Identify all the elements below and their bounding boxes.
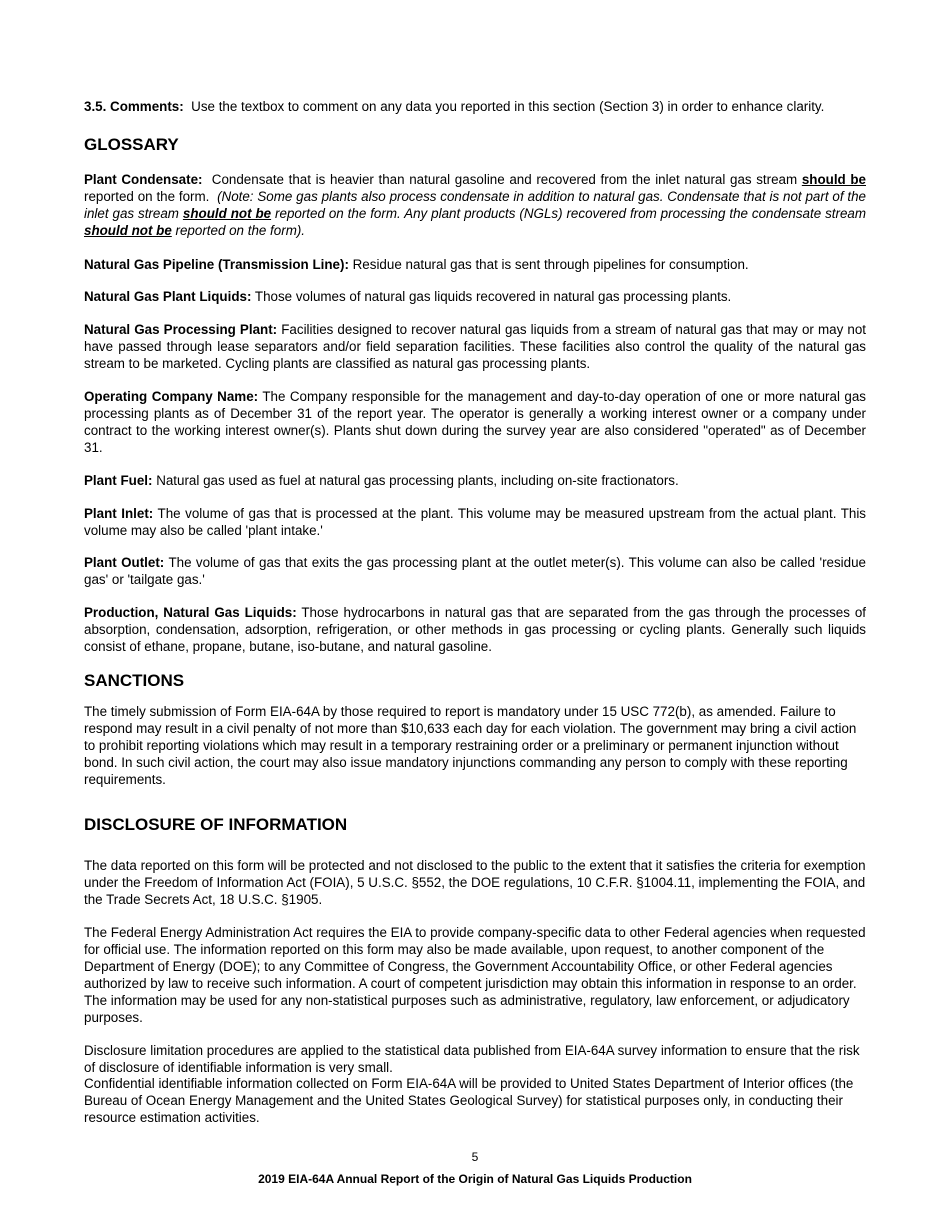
disclosure-paragraph: The Federal Energy Administration Act requires the EIA to provide company-specific data to other Federal agencies when requested for official use. The information reported on this form may also be made available, upon request, to another component of the Department of Energy (DOE); to any Committee of Congress, the Government Accountability Office, or other Federal agencies authorized by law to receive such information. A court of competent jurisdiction may obtain this information in response to an order. The information may be used for any non-statistical purposes such as administrative, regulatory, law enforcement, or adjudicatory purposes. (84, 925, 866, 1025)
glossary-entry (84, 257, 866, 274)
glossary-definition-cont: reported on the form. (84, 188, 210, 204)
glossary-entry (84, 289, 866, 306)
glossary-note: (Note: Some gas plants also process condensate in addition to natural gas. Condensate that is not part of the inlet gas stream (84, 188, 866, 221)
glossary-entry (84, 389, 866, 457)
glossary-definition: Natural gas used as fuel at natural gas processing plants, including on-site fractionators. (156, 472, 679, 488)
glossary-definition: The volume of gas that is processed at the plant. This volume may be measured upstream from the actual plant. This volume may also be called 'plant intake.' (84, 505, 866, 538)
glossary-term: Production, Natural Gas Liquids: (84, 605, 297, 621)
glossary-definition: Condensate that is heavier than natural gasoline and recovered from the inlet natural gas stream (211, 171, 798, 187)
glossary-definition: Residue natural gas that is sent through pipelines for consumption. (352, 256, 749, 272)
glossary-definition: Those hydrocarbons in natural gas that are separated from the gas through the processes of absorption, condensation, adsorption, refrigeration, or other methods in gas processing or cycling plants. Generally such liquids consist of ethane, propane, butane, iso-butane, and natural gasoline. (84, 605, 867, 655)
glossary-definition: Those volumes of natural gas liquids recovered in natural gas processing plants. (254, 289, 732, 305)
emphasis-should-not-be: should not be (84, 222, 172, 238)
comments-label: 3.5. Comments: (84, 99, 184, 114)
comments-paragraph (84, 99, 866, 116)
sanctions-heading: SANCTIONS (84, 670, 185, 690)
glossary-note-end: reported on the form). (175, 222, 306, 238)
page-number: 5 (471, 1150, 479, 1164)
emphasis-should-be: should be (801, 171, 866, 187)
disclosure-paragraph: The data reported on this form will be protected and not disclosed to the public to the extent that it satisfies the criteria for exemption under the Freedom of Information Act (FOIA), 5 U.S.C. §552, the DOE regulations, 10 C.F.R. §1004.11, implementing the FOIA, and the Trade Secrets Act, 18 U.S.C. §1905. (84, 858, 866, 908)
glossary-entry (84, 506, 866, 540)
glossary-definition: The Company responsible for the management and day-to-day operation of one or more natural gas processing plants as of December 31 of the report year. The operator is generally a working interest owner or a company under contract to the working interest owner(s). Plants shut down during the survey year are also considered "operated" as of December 31. (84, 389, 866, 455)
disclosure-paragraph: Disclosure limitation procedures are applied to the statistical data published from EIA-64A survey information to ensure that the risk of disclosure of identifiable information is very small. (84, 1042, 860, 1075)
glossary-term: Natural Gas Plant Liquids: (84, 289, 252, 305)
disclosure-heading: DISCLOSURE OF INFORMATION (84, 815, 348, 835)
glossary-entry (84, 473, 866, 490)
glossary-term: Plant Inlet: (84, 505, 154, 521)
glossary-entry (84, 605, 866, 656)
glossary-term: Plant Outlet: (84, 555, 165, 571)
glossary-term: Natural Gas Processing Plant: (84, 322, 278, 338)
glossary-term: Plant Fuel: (84, 472, 153, 488)
glossary-entry (84, 555, 866, 589)
glossary-definition: The volume of gas that exits the gas processing plant at the outlet meter(s). This volume can also be called 'residue gas' or 'tailgate gas.' (84, 555, 866, 588)
page-footer: 2019 EIA-64A Annual Report of the Origin of Natural Gas Liquids Production (258, 1172, 692, 1186)
sanctions-paragraph: The timely submission of Form EIA-64A by those required to report is mandatory under 15 USC 772(b), as amended. Failure to respond may result in a civil penalty of not more than $10,633 each day for each violation. The government may bring a civil action to prohibit reporting violations which may result in a temporary restraining order or a preliminary or permanent injunction without bond. In such civil action, the court may also issue mandatory injunctions commanding any person to comply with these reporting requirements. (84, 703, 857, 787)
document-page (84, 99, 866, 1127)
glossary-note-cont: reported on the form. Any plant products (NGLs) recovered from processing the condensate stream (275, 205, 866, 221)
disclosure-paragraph: Confidential identifiable information collected on Form EIA-64A will be provided to United States Department of Interior offices (the Bureau of Ocean Energy Management and the United States Geological Survey) for statistical purposes only, in conducting their resource estimation activities. (84, 1076, 854, 1126)
glossary-term: Natural Gas Pipeline (Transmission Line): (84, 256, 349, 272)
glossary-entry (84, 322, 866, 373)
glossary-heading: GLOSSARY (84, 134, 179, 154)
emphasis-should-not-be: should not be (182, 205, 272, 221)
glossary-term: Operating Company Name: (84, 389, 259, 405)
glossary-term: Plant Condensate: (84, 171, 203, 187)
glossary-entry-plant-condensate (84, 172, 866, 240)
comments-text: Use the textbox to comment on any data you reported in this section (Section 3) in order to enhance clarity. (191, 99, 825, 114)
glossary-definition: Facilities designed to recover natural gas liquids from a stream of natural gas that may or may not have passed through lease separators and/or field separation facilities. These facilities also control the quality of the natural gas stream to be marketed. Cycling plants are classified as natural gas processing plants. (84, 322, 866, 372)
